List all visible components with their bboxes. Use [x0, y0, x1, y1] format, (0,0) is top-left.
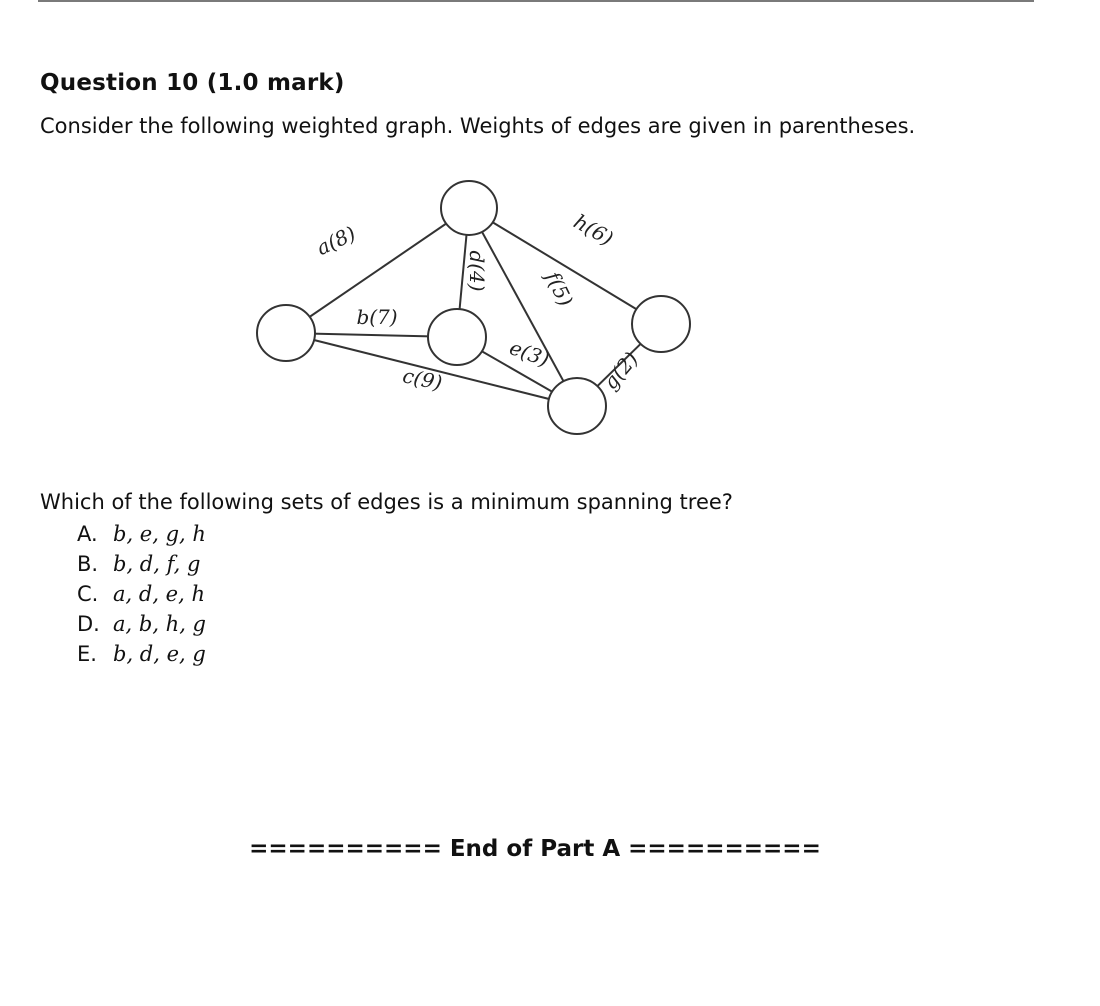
option-letter: A. [77, 522, 98, 546]
question-prompt: Which of the following sets of edges is a minimum spanning tree? [40, 490, 733, 514]
option-value: b, e, g, h [113, 522, 206, 546]
edge-label-b: b(7) [356, 305, 398, 329]
option-a[interactable] [77, 519, 206, 549]
edge-label-f: f(5) [540, 267, 578, 311]
question-intro: Consider the following weighted graph. Weights of edges are given in parentheses. [40, 114, 916, 138]
answer-options [77, 519, 206, 669]
graph-node [428, 309, 486, 365]
edge-label-e: e(3) [506, 335, 553, 372]
option-letter: D. [77, 612, 100, 636]
edge-label-g: g(2) [598, 347, 644, 394]
graph-node [548, 378, 606, 434]
option-letter: C. [77, 582, 99, 606]
graph-node [632, 296, 690, 352]
question-title: Question 10 (1.0 mark) [40, 70, 345, 96]
option-letter: B. [77, 552, 99, 576]
option-b[interactable] [77, 549, 206, 579]
edge-h [469, 208, 661, 324]
edge-label-h: h(6) [569, 209, 618, 251]
graph-node [257, 305, 315, 361]
option-value: a, b, h, g [113, 612, 206, 636]
option-e[interactable] [77, 639, 206, 669]
end-of-part-banner: ========== End of Part A ========== [249, 836, 821, 862]
option-c[interactable] [77, 579, 206, 609]
edge-label-c: c(9) [400, 363, 445, 396]
option-d[interactable] [77, 609, 206, 639]
option-value: a, d, e, h [113, 582, 205, 606]
weighted-graph [0, 0, 1100, 470]
option-value: b, d, e, g [113, 642, 206, 666]
edge-label-a: a(8) [312, 221, 360, 261]
graph-node [441, 181, 497, 235]
option-letter: E. [77, 642, 97, 666]
option-value: b, d, f, g [113, 552, 201, 576]
edge-label-d: d(4) [465, 250, 489, 292]
